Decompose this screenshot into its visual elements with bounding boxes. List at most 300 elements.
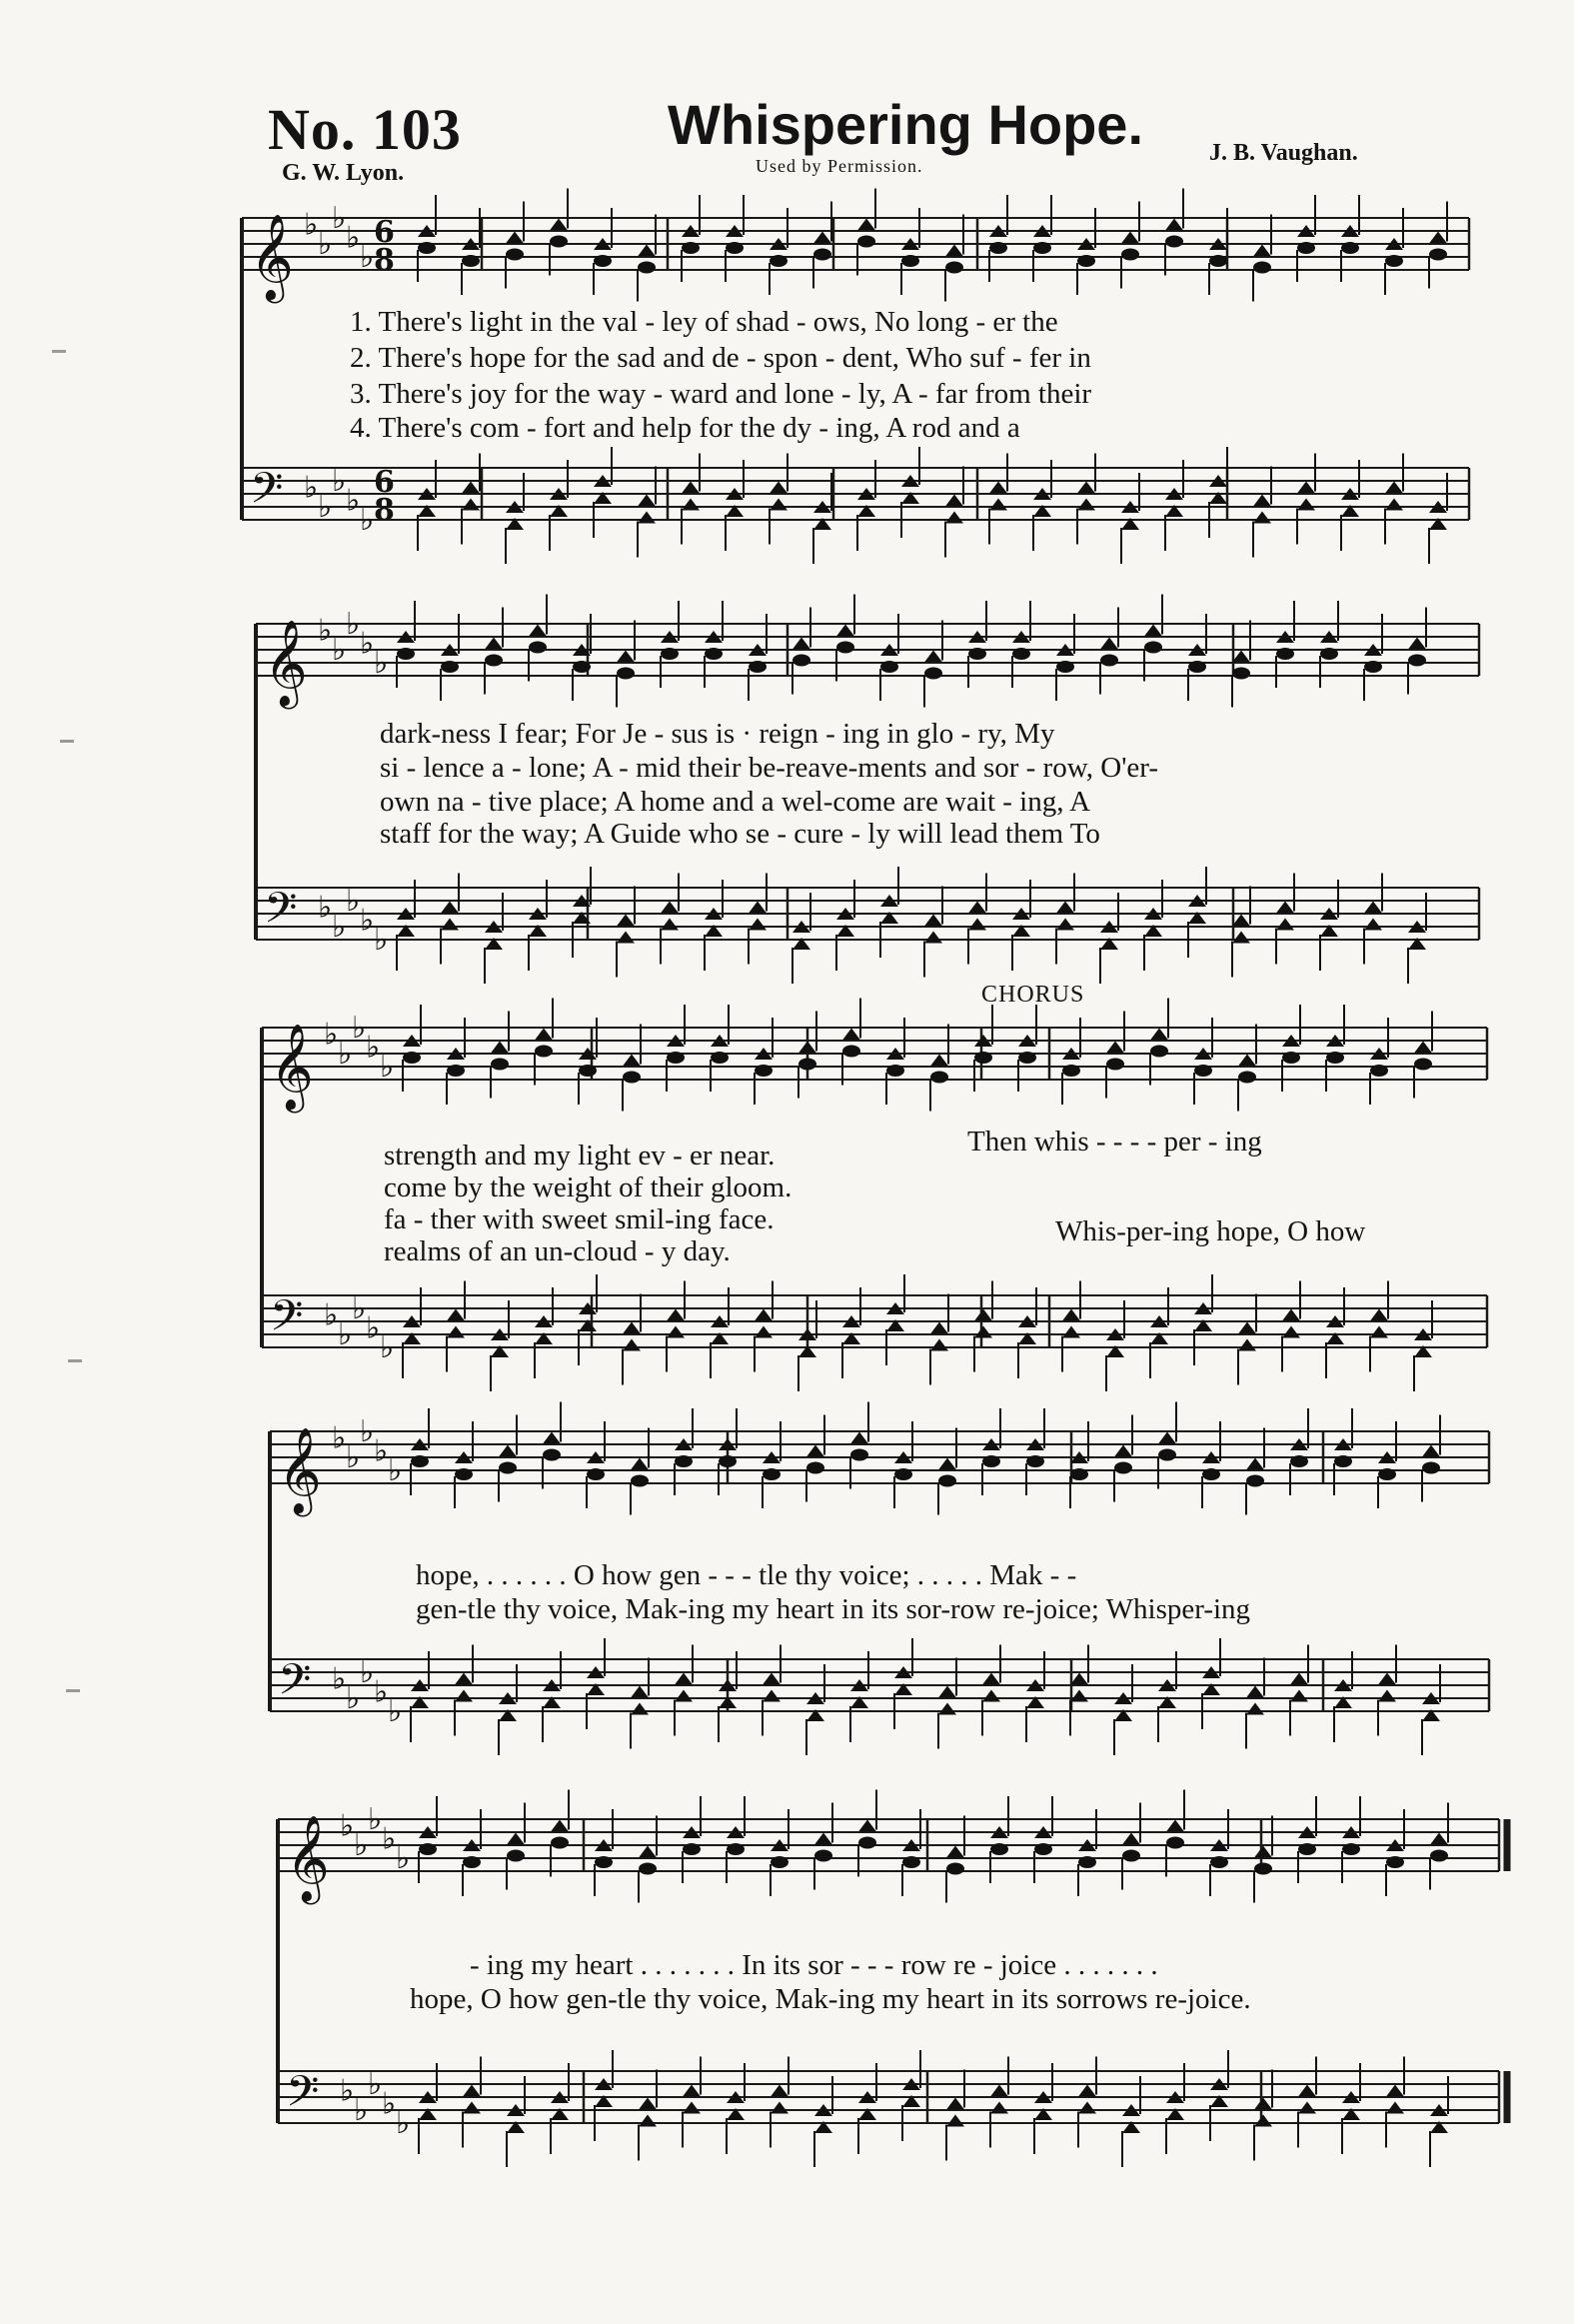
note-head <box>1341 242 1359 254</box>
note-head <box>968 648 986 660</box>
time-signature-top: 6 <box>374 465 395 500</box>
note-head <box>990 2102 1008 2114</box>
flat-icon: ♭ <box>382 2086 397 2122</box>
note-head <box>1122 1833 1140 1845</box>
flat-icon: ♭ <box>396 2106 411 2141</box>
note-head <box>617 651 635 663</box>
note-head <box>946 2115 964 2127</box>
note-head <box>1121 232 1139 244</box>
bass-clef-icon: 𝄢 <box>278 1655 312 1715</box>
note-head <box>842 1046 860 1058</box>
note-head <box>946 1846 964 1858</box>
note-head <box>1106 1042 1124 1054</box>
note-head <box>989 499 1007 511</box>
lyric-line-s4-lower: gen-tle thy voice, Mak-ing my heart in its sor-row re-joice; Whisper-ing <box>416 1593 1251 1625</box>
note-head <box>798 1059 816 1071</box>
note-head <box>1290 1673 1308 1685</box>
flat-icon: ♭ <box>340 2073 355 2109</box>
bass-clef-icon: 𝄢 <box>250 464 284 524</box>
note-head <box>623 1322 641 1334</box>
note-head <box>617 932 635 944</box>
bass-clef-icon: 𝄢 <box>270 1291 304 1351</box>
bass-clef-icon: 𝄢 <box>264 884 298 944</box>
flat-icon: ♭ <box>346 483 361 519</box>
note-head <box>1033 242 1051 254</box>
note-head <box>857 219 875 231</box>
flat-icon: ♭ <box>374 1433 389 1469</box>
note-head <box>550 219 568 231</box>
note-head <box>639 2098 657 2110</box>
note-head <box>974 1052 992 1064</box>
note-head <box>813 249 831 261</box>
note-head <box>1298 2085 1316 2097</box>
flat-icon: ♭ <box>304 207 319 243</box>
note-head <box>462 482 480 494</box>
note-head <box>990 2085 1008 2097</box>
note-head <box>1202 1468 1220 1480</box>
note-head <box>705 648 723 660</box>
note-head <box>1238 1322 1256 1334</box>
note-head <box>1282 1309 1300 1321</box>
note-head <box>1253 495 1271 507</box>
note-head <box>850 1449 868 1461</box>
note-head <box>1056 661 1074 673</box>
time-signature-top: 6 <box>374 215 395 250</box>
note-head <box>623 1072 641 1084</box>
note-head <box>886 1065 904 1077</box>
note-head <box>755 1326 773 1338</box>
note-head <box>771 2102 788 2114</box>
note-head <box>535 1046 553 1058</box>
note-head <box>1342 1843 1360 1855</box>
note-head <box>806 1462 824 1474</box>
flat-icon: ♭ <box>346 1440 361 1475</box>
note-head <box>1209 255 1227 267</box>
note-head <box>491 1059 509 1071</box>
note-head <box>814 1850 832 1862</box>
note-head <box>543 1449 561 1461</box>
note-head <box>1326 1052 1344 1064</box>
flat-icon: ♭ <box>318 890 333 926</box>
note-head <box>594 255 612 267</box>
note-head <box>1026 1455 1044 1467</box>
note-head <box>441 919 459 931</box>
lyric-line-s3-v1: strength and my light ev - er near. <box>384 1140 776 1171</box>
flat-icon: ♭ <box>388 1694 403 1729</box>
note-head <box>682 242 700 254</box>
note-head <box>1106 1059 1124 1071</box>
note-head <box>639 1846 657 1858</box>
flat-icon: ♭ <box>304 470 319 506</box>
note-head <box>1238 1339 1256 1351</box>
note-head <box>1144 625 1162 637</box>
note-head <box>770 499 787 511</box>
flat-icon: ♭ <box>360 903 375 939</box>
note-head <box>638 512 656 524</box>
flat-icon: ♭ <box>324 1297 339 1333</box>
note-head <box>945 245 963 257</box>
note-head <box>938 1686 956 1698</box>
note-head <box>945 512 963 524</box>
note-head <box>1320 648 1338 660</box>
note-head <box>529 642 547 654</box>
note-head <box>880 661 898 673</box>
note-head <box>462 499 480 511</box>
note-head <box>485 655 503 667</box>
note-head <box>946 2098 964 2110</box>
note-head <box>770 255 787 267</box>
note-head <box>1430 1833 1448 1845</box>
note-head <box>447 1065 465 1077</box>
chorus-label: CHORUS <box>981 982 1085 1008</box>
note-head <box>771 1856 788 1868</box>
flat-icon: ♭ <box>360 1655 375 1690</box>
note-head <box>1034 1843 1052 1855</box>
note-head <box>683 2085 701 2097</box>
note-head <box>711 1052 729 1064</box>
note-head <box>1194 1065 1212 1077</box>
hymn-number: No. 103 <box>268 97 462 162</box>
note-head <box>631 1458 649 1470</box>
flat-icon: ♭ <box>318 613 333 649</box>
note-head <box>623 1055 641 1067</box>
note-head <box>1150 1029 1168 1041</box>
note-head <box>850 1432 868 1444</box>
note-head <box>462 255 480 267</box>
note-head <box>770 482 787 494</box>
flat-icon: ♭ <box>360 1414 375 1449</box>
note-head <box>1062 1065 1080 1077</box>
note-head <box>1253 512 1271 524</box>
note-head <box>1165 219 1183 231</box>
note-head <box>1158 1432 1176 1444</box>
note-head <box>894 1468 912 1480</box>
note-head <box>506 232 524 244</box>
note-head <box>1297 499 1315 511</box>
note-head <box>1386 2102 1404 2114</box>
note-head <box>945 262 963 274</box>
note-head <box>579 1065 597 1077</box>
lyric-line-s1-v1: 1. There's light in the val - ley of shad - ows, No long - er the <box>350 306 1058 338</box>
note-head <box>1012 648 1030 660</box>
note-head <box>989 242 1007 254</box>
treble-clef-icon: 𝄞 <box>278 1427 322 1513</box>
note-head <box>1253 262 1271 274</box>
flat-icon: ♭ <box>388 1453 403 1488</box>
note-head <box>798 1042 816 1054</box>
note-head <box>989 482 1007 494</box>
note-head <box>1370 1309 1388 1321</box>
note-head <box>982 1690 1000 1702</box>
note-head <box>661 648 679 660</box>
note-head <box>675 1673 693 1685</box>
note-head <box>1422 1445 1440 1457</box>
note-head <box>1238 1072 1256 1084</box>
note-head <box>1238 1055 1256 1067</box>
note-head <box>858 1837 876 1849</box>
note-head <box>419 1843 437 1855</box>
flat-icon: ♭ <box>374 646 389 681</box>
flat-icon: ♭ <box>352 1291 367 1326</box>
note-head <box>1056 902 1074 914</box>
lyric-line-s5-upper: - ing my heart . . . . . . . In its sor - - - row re - joice . . . . . . . <box>470 1949 1158 1981</box>
note-head <box>924 932 942 944</box>
note-head <box>924 651 942 663</box>
note-head <box>661 919 679 931</box>
note-head <box>1378 1673 1396 1685</box>
note-head <box>1370 1065 1388 1077</box>
note-head <box>1246 1686 1264 1698</box>
lyric-line-s3-v4: realms of an un-cloud - y day. <box>384 1235 731 1267</box>
hymn-title: Whispering Hope. <box>668 93 1143 156</box>
note-head <box>1078 2102 1096 2114</box>
note-head <box>543 1432 561 1444</box>
note-head <box>974 1309 992 1321</box>
note-head <box>1364 902 1382 914</box>
note-head <box>1100 638 1118 650</box>
note-head <box>1232 915 1250 927</box>
note-head <box>631 1686 649 1698</box>
note-head <box>1070 1690 1088 1702</box>
lyric-line-s1-v4: 4. There's com - fort and help for the dy - ing, A rod and a <box>350 412 1020 444</box>
note-head <box>771 2085 788 2097</box>
note-head <box>1232 651 1250 663</box>
note-head <box>1422 1462 1440 1474</box>
note-head <box>463 2085 481 2097</box>
note-head <box>726 242 744 254</box>
note-head <box>924 915 942 927</box>
note-head <box>551 1820 569 1832</box>
note-head <box>1165 236 1183 248</box>
note-head <box>763 1673 781 1685</box>
note-head <box>930 1322 948 1334</box>
note-head <box>397 648 415 660</box>
note-head <box>1062 1309 1080 1321</box>
note-head <box>447 1309 465 1321</box>
note-head <box>1385 255 1403 267</box>
note-head <box>1386 1856 1404 1868</box>
chorus-line-lower: Whis-per-ing hope, O how <box>1055 1215 1366 1247</box>
note-head <box>814 1833 832 1845</box>
composer-credit: J. B. Vaughan. <box>1209 140 1358 166</box>
flat-icon: ♭ <box>332 1420 347 1456</box>
note-head <box>1100 655 1118 667</box>
note-head <box>836 625 854 637</box>
note-head <box>441 661 459 673</box>
note-head <box>1334 1455 1352 1467</box>
flat-icon: ♭ <box>332 910 347 945</box>
flat-icon: ♭ <box>360 503 375 538</box>
note-head <box>1077 482 1095 494</box>
note-head <box>1254 2115 1272 2127</box>
note-head <box>1232 932 1250 944</box>
treble-clef-icon: 𝄞 <box>264 620 308 706</box>
note-head <box>463 2102 481 2114</box>
note-head <box>507 1833 525 1845</box>
flat-icon: ♭ <box>346 607 361 642</box>
note-head <box>990 1843 1008 1855</box>
note-head <box>631 1703 649 1715</box>
flat-icon: ♭ <box>382 1821 397 1857</box>
treble-clef-icon: 𝄞 <box>250 214 294 300</box>
flat-icon: ♭ <box>318 227 333 262</box>
note-head <box>1114 1462 1132 1474</box>
note-head <box>638 495 656 507</box>
note-head <box>667 1052 685 1064</box>
note-head <box>639 1863 657 1875</box>
note-head <box>499 1462 517 1474</box>
note-head <box>463 1856 481 1868</box>
note-head <box>675 1455 693 1467</box>
flat-icon: ♭ <box>346 220 361 256</box>
note-head <box>1378 1468 1396 1480</box>
flat-icon: ♭ <box>352 1011 367 1046</box>
note-head <box>727 1843 745 1855</box>
flat-icon: ♭ <box>374 923 389 958</box>
lyric-line-s1-v2: 2. There's hope for the sad and de - spon - dent, Who suf - fer in <box>350 342 1091 374</box>
scan-mark <box>66 1689 80 1692</box>
note-head <box>1056 919 1074 931</box>
note-head <box>638 245 656 257</box>
note-head <box>1429 249 1447 261</box>
note-head <box>836 642 854 654</box>
note-head <box>675 1690 693 1702</box>
note-head <box>573 661 591 673</box>
note-head <box>595 1856 613 1868</box>
note-head <box>1166 1837 1184 1849</box>
flat-icon: ♭ <box>338 1317 353 1352</box>
note-head <box>1070 1468 1088 1480</box>
note-head <box>1297 482 1315 494</box>
flat-icon: ♭ <box>360 240 375 275</box>
note-head <box>1166 1820 1184 1832</box>
note-head <box>587 1468 605 1480</box>
lyric-line-s2-v4: staff for the way; A Guide who se - cure - ly will lead them To <box>380 818 1100 850</box>
note-head <box>1364 661 1382 673</box>
flat-icon: ♭ <box>396 1841 411 1876</box>
flat-icon: ♭ <box>340 1808 355 1844</box>
lyric-line-s2-v2: si - lence a - lone; A - mid their be-reave-ments and sor - row, O'er- <box>380 752 1159 784</box>
flat-icon: ♭ <box>366 1030 381 1066</box>
note-head <box>418 242 436 254</box>
note-head <box>1122 1850 1140 1862</box>
flat-icon: ♭ <box>338 1037 353 1072</box>
flat-icon: ♭ <box>354 2093 369 2128</box>
note-head <box>529 625 547 637</box>
note-head <box>1414 1059 1432 1071</box>
note-head <box>623 1339 641 1351</box>
note-head <box>535 1029 553 1041</box>
note-head <box>946 1863 964 1875</box>
note-head <box>491 1042 509 1054</box>
note-head <box>1150 1046 1168 1058</box>
note-head <box>506 249 524 261</box>
note-head <box>1276 902 1294 914</box>
note-head <box>667 1309 685 1321</box>
note-head <box>507 1850 525 1862</box>
note-head <box>938 1458 956 1470</box>
note-head <box>455 1690 473 1702</box>
note-head <box>1254 1846 1272 1858</box>
note-head <box>1290 1690 1308 1702</box>
note-head <box>683 1843 701 1855</box>
note-head <box>455 1468 473 1480</box>
note-head <box>763 1690 781 1702</box>
lyric-line-s2-v1: dark-ness I fear; For Je - sus is · reign - ing in glo - ry, My <box>380 718 1055 750</box>
note-head <box>1121 249 1139 261</box>
note-head <box>902 1856 920 1868</box>
note-head <box>982 1455 1000 1467</box>
note-head <box>719 1455 737 1467</box>
note-head <box>441 902 459 914</box>
flat-icon: ♭ <box>366 1310 381 1346</box>
lyric-line-s3-v2: come by the weight of their gloom. <box>384 1171 792 1203</box>
note-head <box>749 661 767 673</box>
note-head <box>550 236 568 248</box>
note-head <box>813 232 831 244</box>
note-head <box>974 1326 992 1338</box>
note-head <box>1144 642 1162 654</box>
note-head <box>938 1475 956 1487</box>
note-head <box>667 1326 685 1338</box>
time-signature-bottom: 8 <box>374 243 395 278</box>
note-head <box>1246 1703 1264 1715</box>
note-head <box>1070 1673 1088 1685</box>
note-head <box>1414 1042 1432 1054</box>
note-head <box>1370 1326 1388 1338</box>
note-head <box>1276 919 1294 931</box>
flat-icon: ♭ <box>332 633 347 668</box>
flat-icon: ♭ <box>332 464 347 499</box>
note-head <box>661 902 679 914</box>
note-head <box>617 668 635 680</box>
scan-mark <box>60 740 74 743</box>
note-head <box>1430 1850 1448 1862</box>
note-head <box>682 482 700 494</box>
note-head <box>1408 638 1426 650</box>
note-head <box>1077 255 1095 267</box>
note-head <box>1114 1445 1132 1457</box>
note-head <box>1364 919 1382 931</box>
note-head <box>1018 1052 1036 1064</box>
note-head <box>982 1673 1000 1685</box>
note-head <box>631 1475 649 1487</box>
note-head <box>1246 1475 1264 1487</box>
flat-icon: ♭ <box>346 884 361 919</box>
note-head <box>638 262 656 274</box>
lyricist-credit: G. W. Lyon. <box>282 160 405 186</box>
note-head <box>1077 499 1095 511</box>
note-head <box>1297 242 1315 254</box>
note-head <box>1429 232 1447 244</box>
note-head <box>1062 1326 1080 1338</box>
note-head <box>1408 655 1426 667</box>
note-head <box>1078 1856 1096 1868</box>
bass-clef-icon: 𝄢 <box>286 2067 320 2127</box>
chorus-line-upper: Then whis - - - - per - ing <box>967 1126 1262 1158</box>
scan-mark <box>52 350 66 353</box>
flat-icon: ♭ <box>368 1802 383 1837</box>
note-head <box>792 655 810 667</box>
note-head <box>1253 245 1271 257</box>
note-head <box>485 638 503 650</box>
note-head <box>1298 1843 1316 1855</box>
lyric-line-s4-upper: hope, . . . . . . O how gen - - - tle thy voice; . . . . . Mak - - <box>416 1559 1077 1591</box>
note-head <box>930 1072 948 1084</box>
treble-clef-icon: 𝄞 <box>286 1815 330 1901</box>
note-head <box>1282 1052 1300 1064</box>
note-head <box>683 2102 701 2114</box>
